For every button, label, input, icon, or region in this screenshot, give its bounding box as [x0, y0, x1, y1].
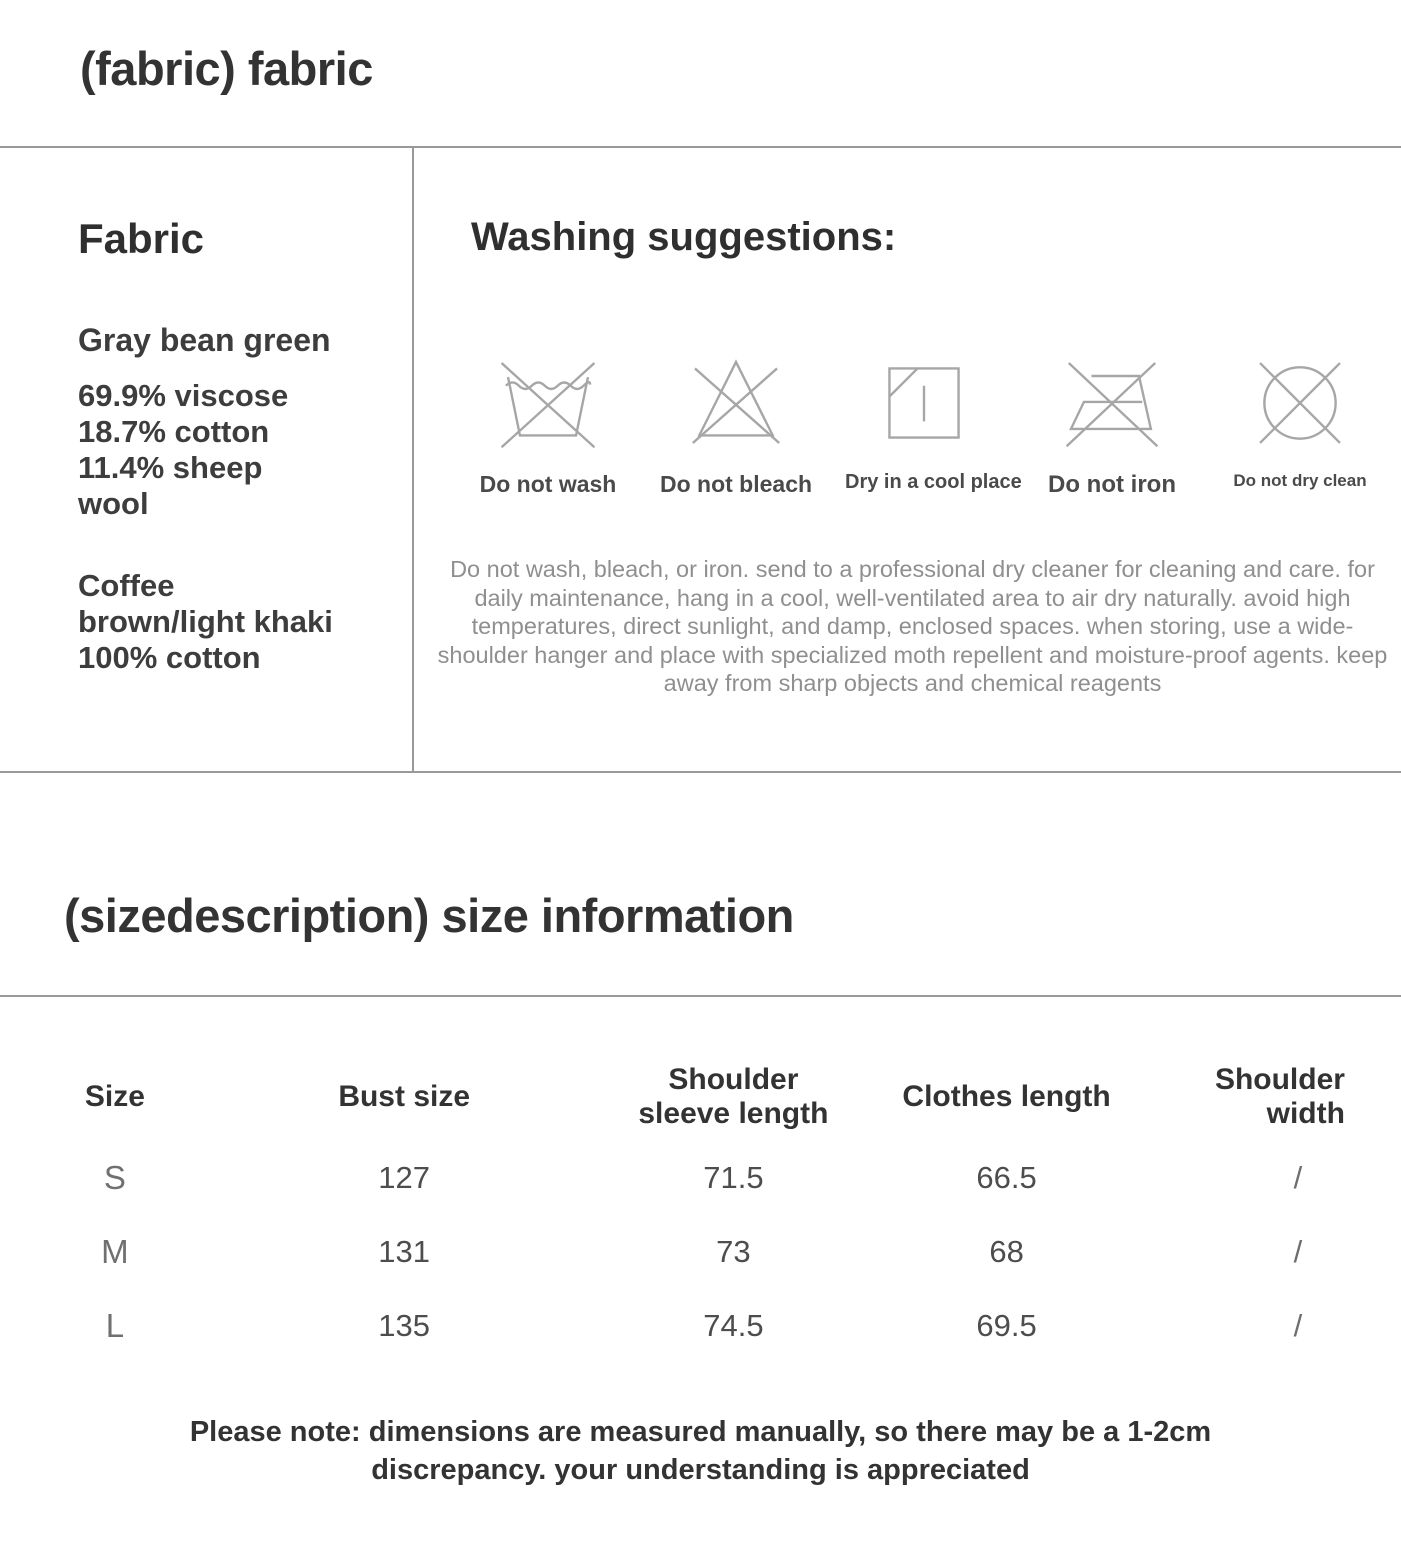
care-icon-label: Do not iron [1048, 471, 1176, 499]
do-not-wash-icon [494, 349, 602, 457]
fabric-line: 69.9% viscose [78, 377, 289, 413]
fabric-line: 100% cotton [78, 639, 261, 675]
care-icon-label: Do not wash [479, 471, 617, 498]
cell-bust: 131 [378, 1234, 431, 1270]
header-cell-size [0, 1080, 230, 1114]
cell-shoulder-sleeve: 74.5 [703, 1308, 764, 1344]
header-cell-shoulder-sleeve-length [579, 1063, 889, 1131]
divider [0, 995, 1401, 997]
cell-shoulder-width: / [1293, 1308, 1303, 1344]
fabric-line: Gray bean green [78, 321, 331, 358]
care-icons-row [414, 349, 1401, 499]
care-icon-item [1033, 349, 1191, 499]
fabric-colorway-name [78, 322, 384, 358]
cell-size: S [103, 1159, 126, 1197]
footnote-line: Please note: dimensions are measured manually, so there may be a 1-2cm [189, 1416, 1212, 1449]
size-table-row-m [0, 1215, 1401, 1289]
header-label: Shoulder [668, 1063, 799, 1097]
care-icon-label: Do not bleach [659, 471, 813, 498]
cell-shoulder-sleeve: 71.5 [703, 1160, 764, 1196]
care-icon-label: Dry in a cool place [845, 471, 1022, 494]
fabric-panel [0, 146, 1401, 773]
fabric-line: 18.7% cotton [78, 413, 270, 449]
washing-title: Washing suggestions: [471, 215, 897, 260]
header-label: width [1266, 1097, 1345, 1131]
cell-clothes-length: 68 [989, 1234, 1024, 1270]
cell-shoulder-width: / [1293, 1160, 1303, 1196]
fabric-column [0, 148, 414, 771]
fabric-line: brown/light khaki [78, 603, 333, 639]
size-table-header-row [0, 1053, 1401, 1141]
fabric-line: 11.4% sheep [78, 449, 263, 485]
header-label: sleeve length [638, 1097, 829, 1131]
cell-bust: 135 [378, 1308, 431, 1344]
do-not-iron-icon [1058, 349, 1166, 457]
measurement-footnote [0, 1413, 1401, 1489]
fabric-column-title: Fabric [78, 215, 205, 263]
do-not-dry-clean-icon [1246, 349, 1354, 457]
header-cell-shoulder-width [1125, 1063, 1401, 1131]
header-label: Clothes length [902, 1080, 1111, 1114]
fabric-line: Coffee [78, 567, 175, 603]
care-icon-item [845, 349, 1022, 499]
care-instructions: Do not wash, bleach, or iron. send to a professional dry cleaner for cleaning and care. for daily maintenance, hang in a cool, well-ventilated area to air dry naturally. avoid high temperatures, direct sunlight, and damp, enclosed spaces. when storing, use a wide-shoulder hanger and place with specialized moth repellent and moisture-proof agents. keep away from sharp objects and chemical reagents [437, 556, 1388, 697]
fabric-line: wool [78, 485, 149, 521]
cell-clothes-length: 69.5 [976, 1308, 1037, 1344]
header-label: Size [84, 1080, 145, 1114]
cell-size: L [105, 1307, 125, 1345]
size-table-row-l [0, 1289, 1401, 1363]
care-icon-label: Do not dry clean [1233, 471, 1367, 491]
size-section-title: (sizedescription) size information [64, 889, 794, 943]
cell-size: M [101, 1233, 129, 1271]
cell-shoulder-sleeve: 73 [716, 1234, 751, 1270]
footnote-line: discrepancy. your understanding is appreciated [371, 1454, 1030, 1487]
header-label: Bust size [338, 1080, 471, 1114]
fabric-composition [78, 378, 384, 522]
size-table-row-s [0, 1141, 1401, 1215]
care-icon-item [469, 349, 627, 499]
care-icon-item [1221, 349, 1379, 499]
do-not-bleach-icon [682, 349, 790, 457]
dry-in-cool-place-icon [870, 349, 978, 457]
fabric-section-title: (fabric) fabric [80, 42, 373, 95]
header-label: Shoulder [1214, 1063, 1345, 1097]
care-icon-item [657, 349, 815, 499]
header-cell-bust-size [230, 1080, 579, 1114]
cell-bust: 127 [378, 1160, 431, 1196]
cell-clothes-length: 66.5 [976, 1160, 1037, 1196]
header-cell-clothes-length [888, 1080, 1125, 1114]
washing-column [414, 148, 1401, 771]
cell-shoulder-width: / [1293, 1234, 1303, 1270]
fabric-colorway-2 [78, 568, 384, 676]
size-table [0, 1053, 1401, 1363]
